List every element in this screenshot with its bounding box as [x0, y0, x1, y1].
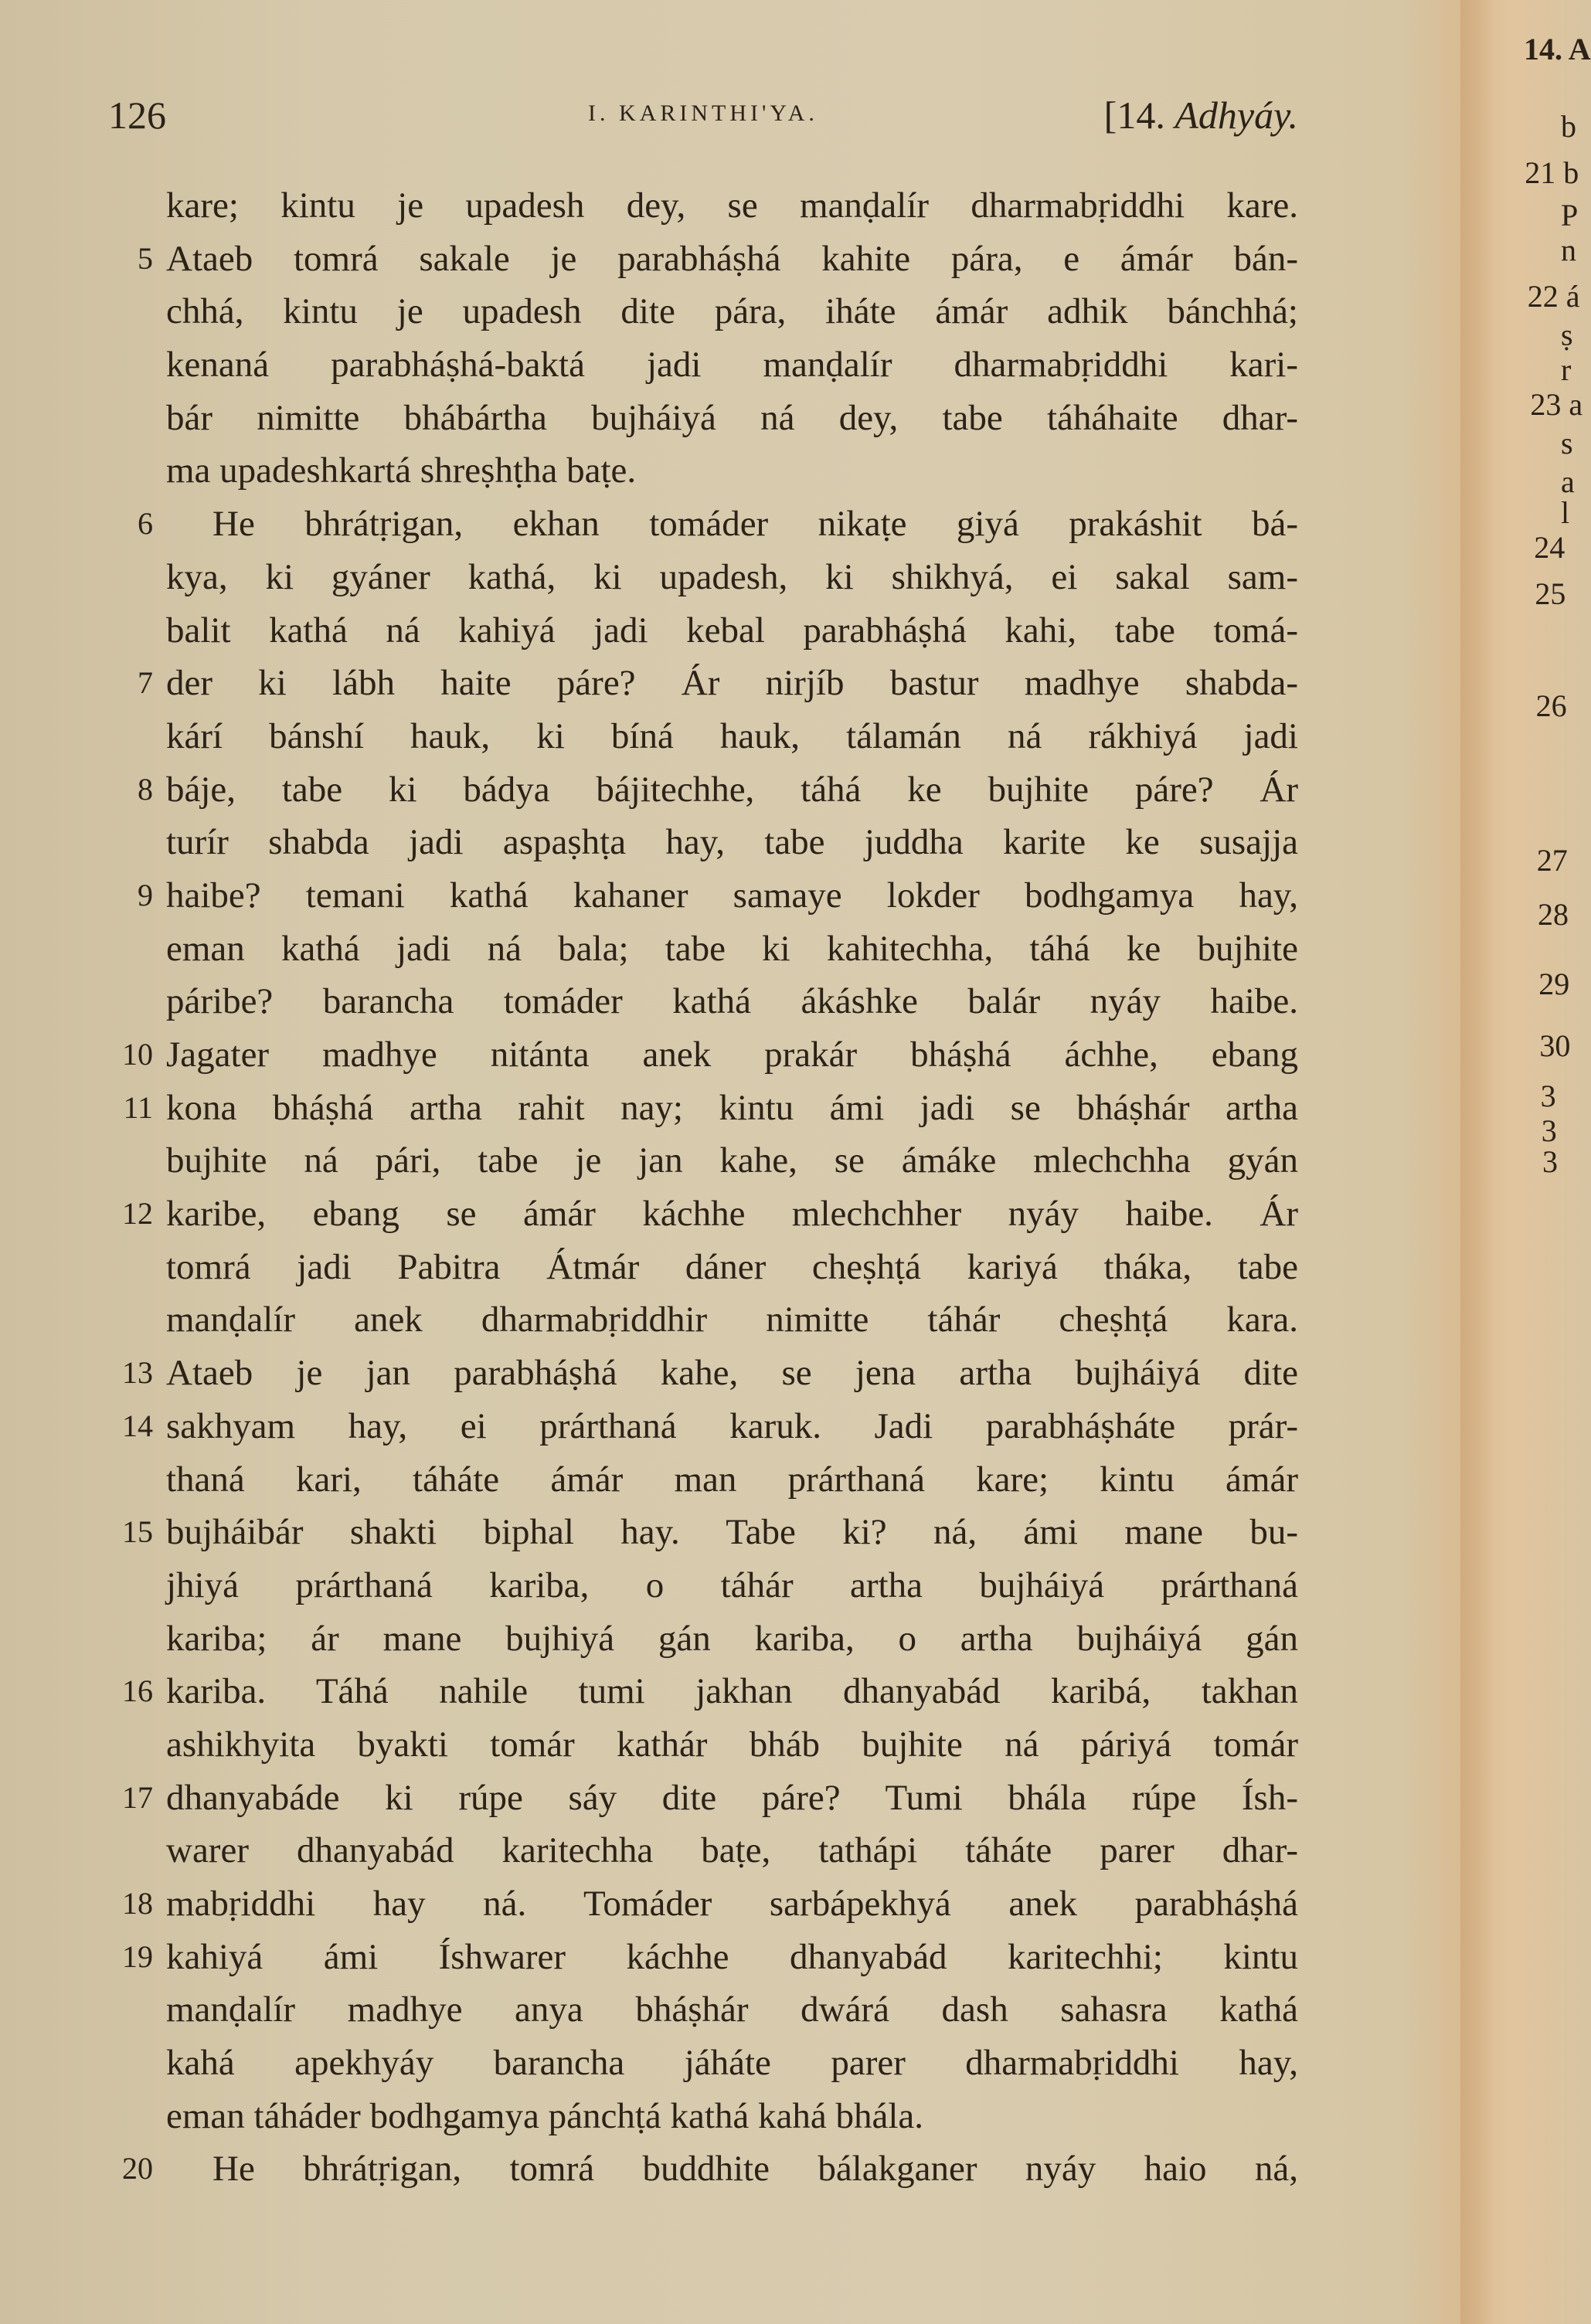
text-line	[108, 1082, 1298, 1135]
facing-page-fragment: 3	[1542, 1144, 1558, 1179]
facing-page-fragment: a	[1561, 464, 1575, 499]
line-text: kariba; ár mane bujhiyá gán kariba, o artha bujháiyá gán	[166, 1618, 1298, 1659]
text-line	[108, 763, 1298, 817]
text-line	[108, 551, 1298, 604]
line-text: karibe, ebang se ámár káchhe mlechchher nyáy haibe. Ár	[166, 1194, 1298, 1235]
page-number: 126	[108, 93, 166, 137]
line-text: kariba. Táhá nahile tumi jakhan dhanyabád karibá, takhan	[166, 1671, 1298, 1712]
line-text: páribe? barancha tomáder kathá ákáshke balár nyáy haibe.	[166, 981, 1298, 1022]
verse-number: 6	[138, 506, 153, 542]
line-text: bujháibár shakti biphal hay. Tabe ki? ná, ámi mane bu-	[166, 1512, 1298, 1553]
facing-page-fragment: 23 a	[1530, 387, 1583, 422]
text-line	[108, 1983, 1298, 2037]
text-line	[108, 2037, 1298, 2090]
text-line	[108, 1772, 1298, 1825]
line-text: jhiyá prárthaná kariba, o táhár artha bujháiyá prárthaná	[166, 1565, 1298, 1605]
text-line	[108, 285, 1298, 338]
running-title: I. KARINTHI'YA.	[588, 100, 818, 126]
verse-number: 10	[122, 1037, 153, 1072]
text-line	[108, 444, 1298, 498]
text-line	[108, 1028, 1298, 1082]
line-text: dhanyabáde ki rúpe sáy dite páre? Tumi bhála rúpe Ísh-	[166, 1777, 1298, 1818]
line-text: haibe? temani kathá kahaner samaye lokder bodhgamya hay,	[166, 875, 1298, 916]
line-text: mabṛiddhi hay ná. Tomáder sarbápekhyá anek parabháṣhá	[166, 1884, 1298, 1924]
page-header	[108, 93, 1298, 147]
text-line	[108, 2090, 1298, 2143]
facing-page-fragment: 26	[1535, 688, 1567, 723]
facing-page-fragment: P	[1561, 198, 1579, 233]
line-text: kare; kintu je upadesh dey, se manḍalír dharmabṛiddhi kare.	[166, 185, 1298, 226]
line-text: chhá, kintu je upadesh dite pára, iháte ámár adhik bánchhá;	[166, 291, 1298, 332]
facing-page-edge	[1460, 0, 1591, 2324]
line-text: ashikhyita byakti tomár kathár bháb bujhite ná páriyá tomár	[166, 1724, 1298, 1765]
line-text: eman kathá jadi ná bala; tabe ki kahitechha, táhá ke bujhite	[166, 928, 1298, 969]
text-line	[108, 1347, 1298, 1400]
facing-page-fragment: 3	[1540, 1079, 1556, 1113]
chapter-word: Adhyáy.	[1175, 93, 1298, 137]
chapter-number: [14.	[1103, 93, 1165, 137]
text-line	[108, 1134, 1298, 1187]
chapter-label	[1104, 93, 1298, 138]
verse-number: 5	[138, 240, 153, 276]
verse-number: 16	[122, 1673, 153, 1709]
verse-number: 19	[122, 1938, 153, 1974]
line-text: kahá apekhyáy barancha jáháte parer dharmabṛiddhi hay,	[166, 2043, 1298, 2084]
facing-page-fragment: n	[1561, 233, 1576, 267]
text-line	[108, 1453, 1298, 1507]
text-line	[108, 1241, 1298, 1294]
line-text: báje, tabe ki bádya bájitechhe, táhá ke bujhite páre? Ár	[166, 769, 1298, 810]
line-text: warer dhanyabád karitechha baṭe, tathápi táháte parer dhar-	[166, 1830, 1298, 1871]
facing-page-fragment: ṣ	[1561, 318, 1573, 352]
line-text: balit kathá ná kahiyá jadi kebal parabháṣhá kahi, tabe tomá-	[166, 610, 1298, 651]
line-text: Jagater madhye nitánta anek prakár bháṣhá áchhe, ebang	[166, 1035, 1298, 1075]
text-line	[108, 1612, 1298, 1666]
text-line	[108, 710, 1298, 763]
verse-number: 15	[122, 1514, 153, 1550]
line-text: He bhrátṛigan, ekhan tomáder nikaṭe giyá prakáshit bá-	[212, 504, 1298, 545]
text-line	[108, 1877, 1298, 1931]
text-line	[108, 1718, 1298, 1772]
line-text: He bhrátṛigan, tomrá buddhite bálakganer nyáy haio ná,	[212, 2149, 1298, 2190]
verse-number: 12	[122, 1196, 153, 1232]
line-text: kya, ki gyáner kathá, ki upadesh, ki shikhyá, ei sakal sam-	[166, 556, 1298, 597]
facing-page-fragment: 21 b	[1525, 155, 1579, 190]
text-line	[108, 392, 1298, 445]
text-line	[108, 1506, 1298, 1559]
facing-page-header: 14. A	[1524, 32, 1591, 66]
facing-page-fragment: 25	[1535, 576, 1566, 611]
text-line	[108, 816, 1298, 869]
verse-number: 13	[122, 1355, 153, 1391]
line-text: der ki lábh haite páre? Ár nirjíb bastur madhye shabda-	[166, 663, 1298, 704]
facing-page-fragment: 28	[1538, 897, 1569, 932]
page-body-text	[108, 179, 1298, 2196]
verse-number: 18	[122, 1886, 153, 1921]
facing-page-fragment: 22 á	[1527, 279, 1580, 314]
line-text: kenaná parabháṣhá-baktá jadi manḍalír dharmabṛiddhi kari-	[166, 345, 1298, 386]
line-text: bár nimitte bhábártha bujháiyá ná dey, tabe táháhaite dhar-	[166, 397, 1298, 438]
line-text: Ataeb je jan parabháṣhá kahe, se jena artha bujháiyá dite	[166, 1353, 1298, 1394]
facing-page-fragment: 30	[1539, 1028, 1571, 1063]
line-text: kárí bánshí hauk, ki bíná hauk, tálamán ná rákhiyá jadi	[166, 715, 1298, 756]
verse-number: 20	[122, 2151, 153, 2186]
verse-number: 8	[138, 771, 153, 807]
facing-page-fragment: l	[1561, 495, 1570, 530]
line-text: kona bháṣhá artha rahit nay; kintu ámi jadi se bháṣhár artha	[166, 1087, 1298, 1128]
line-text: eman táháder bodhgamya pánchṭá kathá kahá bhála.	[166, 2095, 924, 2136]
text-line	[108, 233, 1298, 286]
text-line	[108, 1665, 1298, 1718]
text-line	[108, 657, 1298, 710]
facing-page-fragment: 29	[1538, 967, 1570, 1001]
text-line	[108, 1559, 1298, 1612]
text-line	[108, 1400, 1298, 1453]
line-text: Ataeb tomrá sakale je parabháṣhá kahite pára, e ámár bán-	[166, 238, 1298, 279]
line-text: manḍalír anek dharmabṛiddhir nimitte táhár cheṣhṭá kara.	[166, 1300, 1298, 1340]
line-text: ma upadeshkartá shreṣhṭha baṭe.	[166, 450, 637, 491]
line-text: tomrá jadi Pabitra Átmár dáner cheṣhṭá kariyá tháka, tabe	[166, 1246, 1298, 1287]
facing-page-fragment: 27	[1536, 843, 1568, 878]
text-line	[108, 975, 1298, 1028]
line-text: kahiyá ámi Íshwarer káchhe dhanyabád karitechhi; kintu	[166, 1936, 1298, 1977]
text-line	[108, 1824, 1298, 1877]
line-text: sakhyam hay, ei prárthaná karuk. Jadi parabháṣháte prár-	[166, 1405, 1298, 1446]
facing-page-fragment: 3	[1541, 1113, 1557, 1148]
text-line	[108, 1293, 1298, 1347]
verse-number: 7	[138, 665, 153, 701]
facing-page-fragment: b	[1561, 109, 1576, 144]
text-line	[108, 922, 1298, 976]
text-line	[108, 869, 1298, 922]
verse-number: 9	[138, 877, 153, 912]
line-text: thaná kari, táháte ámár man prárthaná kare; kintu ámár	[166, 1459, 1298, 1500]
text-line	[108, 1931, 1298, 1984]
facing-page-fragment: s	[1561, 426, 1573, 460]
text-line	[108, 179, 1298, 233]
line-text: bujhite ná pári, tabe je jan kahe, se ámáke mlechchha gyán	[166, 1140, 1298, 1181]
text-line	[108, 338, 1298, 392]
line-text: turír shabda jadi aspaṣhṭa hay, tabe juddha karite ke susajja	[166, 822, 1298, 863]
verse-number: 14	[122, 1408, 153, 1443]
verse-number: 17	[122, 1779, 153, 1815]
line-text: manḍalír madhye anya bháṣhár dwárá dash sahasra kathá	[166, 1989, 1298, 2030]
facing-page-fragment: r	[1561, 352, 1572, 387]
text-line	[108, 2142, 1298, 2196]
facing-page-fragment: 24	[1534, 530, 1566, 565]
text-line	[108, 604, 1298, 657]
text-line	[108, 1187, 1298, 1241]
text-line	[108, 498, 1298, 551]
verse-number: 11	[123, 1089, 153, 1125]
